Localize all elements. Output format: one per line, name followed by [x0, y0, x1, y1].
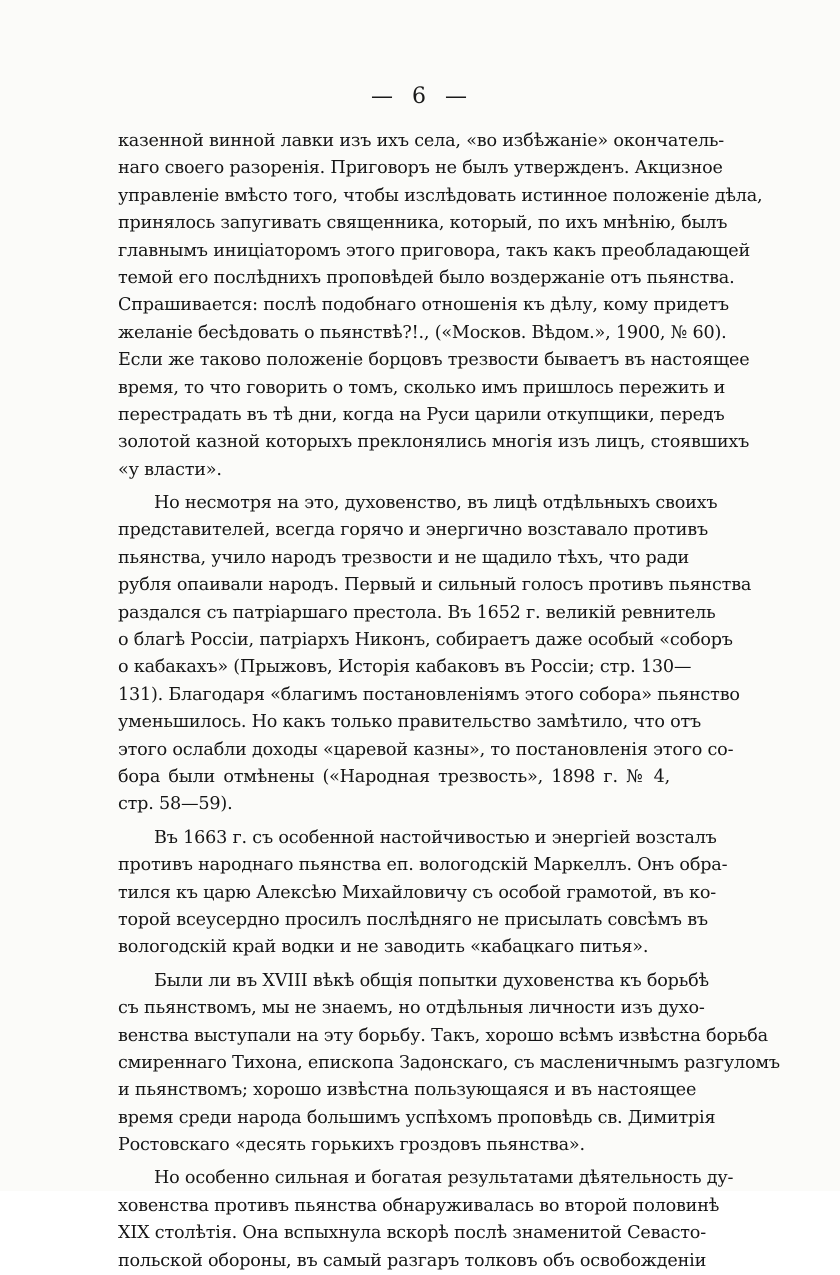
text-line: темой его послѣднихъ проповѣдей было воздержаніе отъ пьянства.	[118, 267, 735, 288]
text-line: смиреннаго Тихона, епископа Задонскаго, съ масленичнымъ разгуломъ	[118, 1052, 780, 1073]
text-line: время, то что говорить о томъ, сколько имъ пришлось пережить и	[118, 377, 726, 398]
text-line: Были ли въ XVIII вѣкѣ общія попытки духовенства къ борьбѣ	[154, 970, 709, 991]
text-line: наго своего разоренія. Приговоръ не былъ утвержденъ. Акцизное	[118, 158, 723, 179]
text-line: торой всеусердно просилъ послѣдняго не присылать совсѣмъ въ	[118, 909, 708, 930]
text-line: желаніе бесѣдовать о пьянствѣ?!., («Москов. Вѣдом.», 1900, № 60).	[118, 322, 727, 343]
text-line: золотой казной которыхъ преклонялись многія изъ лицъ, стоявшихъ	[118, 432, 750, 453]
text-line: и пьянствомъ; хорошо извѣстна пользующаяся и въ настоящее	[118, 1080, 697, 1101]
text-line: Ростовскаго «десять горькихъ гроздовъ пьянства».	[118, 1135, 585, 1156]
text-line: казенной винной лавки изъ ихъ села, «во избѣжаніе» окончатель-	[118, 131, 725, 151]
text-line: управленіе вмѣсто того, чтобы изслѣдовать истинное положеніе дѣла,	[118, 185, 763, 206]
text-line: XIX столѣтія. Она вспыхнула вскорѣ послѣ знаменитой Севасто-	[118, 1223, 706, 1244]
text-line: уменьшилось. Но какъ только правительство замѣтило, что отъ	[118, 712, 702, 733]
paragraph	[118, 968, 780, 1160]
text-line: тился къ царю Алексѣю Михайловичу съ особой грамотой, въ ко-	[118, 882, 716, 903]
text-line: 131). Благодаря «благимъ постановленіямъ этого собора» пьянство	[118, 684, 740, 705]
text-line: вологодскій край водки и не заводить «кабацкаго питья».	[118, 937, 649, 958]
page-number: — 6 —	[371, 84, 469, 109]
text-line: ховенства противъ пьянства обнаруживалась во второй половинѣ	[118, 1195, 720, 1216]
paragraph	[118, 1165, 734, 1275]
text-line: перестрадать въ тѣ дни, когда на Руси царили откупщики, передъ	[118, 404, 725, 425]
text-line: Въ 1663 г. съ особенной настойчивостью и энергіей возсталъ	[154, 827, 717, 848]
text-line: этого ослабли доходы «царевой казны», то постановленія этого со-	[118, 739, 734, 760]
text-line: противъ народнаго пьянства еп. вологодскій Маркеллъ. Онъ обра-	[118, 855, 728, 876]
text-line: о благѣ Россіи, патріархъ Никонъ, собираетъ даже особый «соборъ	[118, 630, 733, 651]
paragraph	[118, 128, 763, 484]
text-line: раздался съ патріаршаго престола. Въ 1652 г. великій ревнитель	[118, 602, 716, 623]
text-line: рубля опаивали народъ. Первый и сильный голосъ противъ пьянства	[118, 575, 752, 596]
text-line: стр. 58—59).	[118, 794, 233, 815]
paragraph	[118, 490, 752, 819]
text-line: пьянства, учило народъ трезвости и не щадило тѣхъ, что ради	[118, 547, 689, 568]
text-line: время среди народа большимъ успѣхомъ проповѣдь св. Димитрія	[118, 1107, 716, 1128]
text-line: о кабакахъ» (Прыжовъ, Исторія кабаковъ въ Россіи; стр. 130—	[118, 657, 692, 678]
text-line: Если же таково положеніе борцовъ трезвости бываетъ въ настоящее	[118, 350, 750, 371]
text-line: съ пьянствомъ, мы не знаемъ, но отдѣльныя личности изъ духо-	[118, 998, 705, 1019]
text-line: главнымъ иниціаторомъ этого приговора, такъ какъ преобладающей	[118, 240, 751, 261]
text-line: бора были отмѣнены («Народная трезвость», 1898 г. № 4,	[118, 766, 670, 787]
paragraph	[118, 825, 728, 962]
text-line: венства выступали на эту борьбу. Такъ, хорошо всѣмъ извѣстна борьба	[118, 1025, 768, 1046]
text-line: принялось запугивать священника, который, по ихъ мнѣнію, былъ	[118, 213, 728, 234]
text-line: Но несмотря на это, духовенство, въ лицѣ отдѣльныхъ своихъ	[154, 493, 718, 514]
text-line: «у власти».	[118, 459, 222, 480]
body-text	[118, 128, 780, 1275]
text-line: польской обороны, въ самый разгаръ толковъ объ освобожденіи	[118, 1250, 707, 1271]
text-line: представителей, всегда горячо и энергично возставало противъ	[118, 520, 709, 541]
text-line: Спрашивается: послѣ подобнаго отношенія къ дѣлу, кому придетъ	[118, 295, 729, 316]
text-line: Но особенно сильная и богатая результатами дѣятельность ду-	[154, 1168, 734, 1189]
